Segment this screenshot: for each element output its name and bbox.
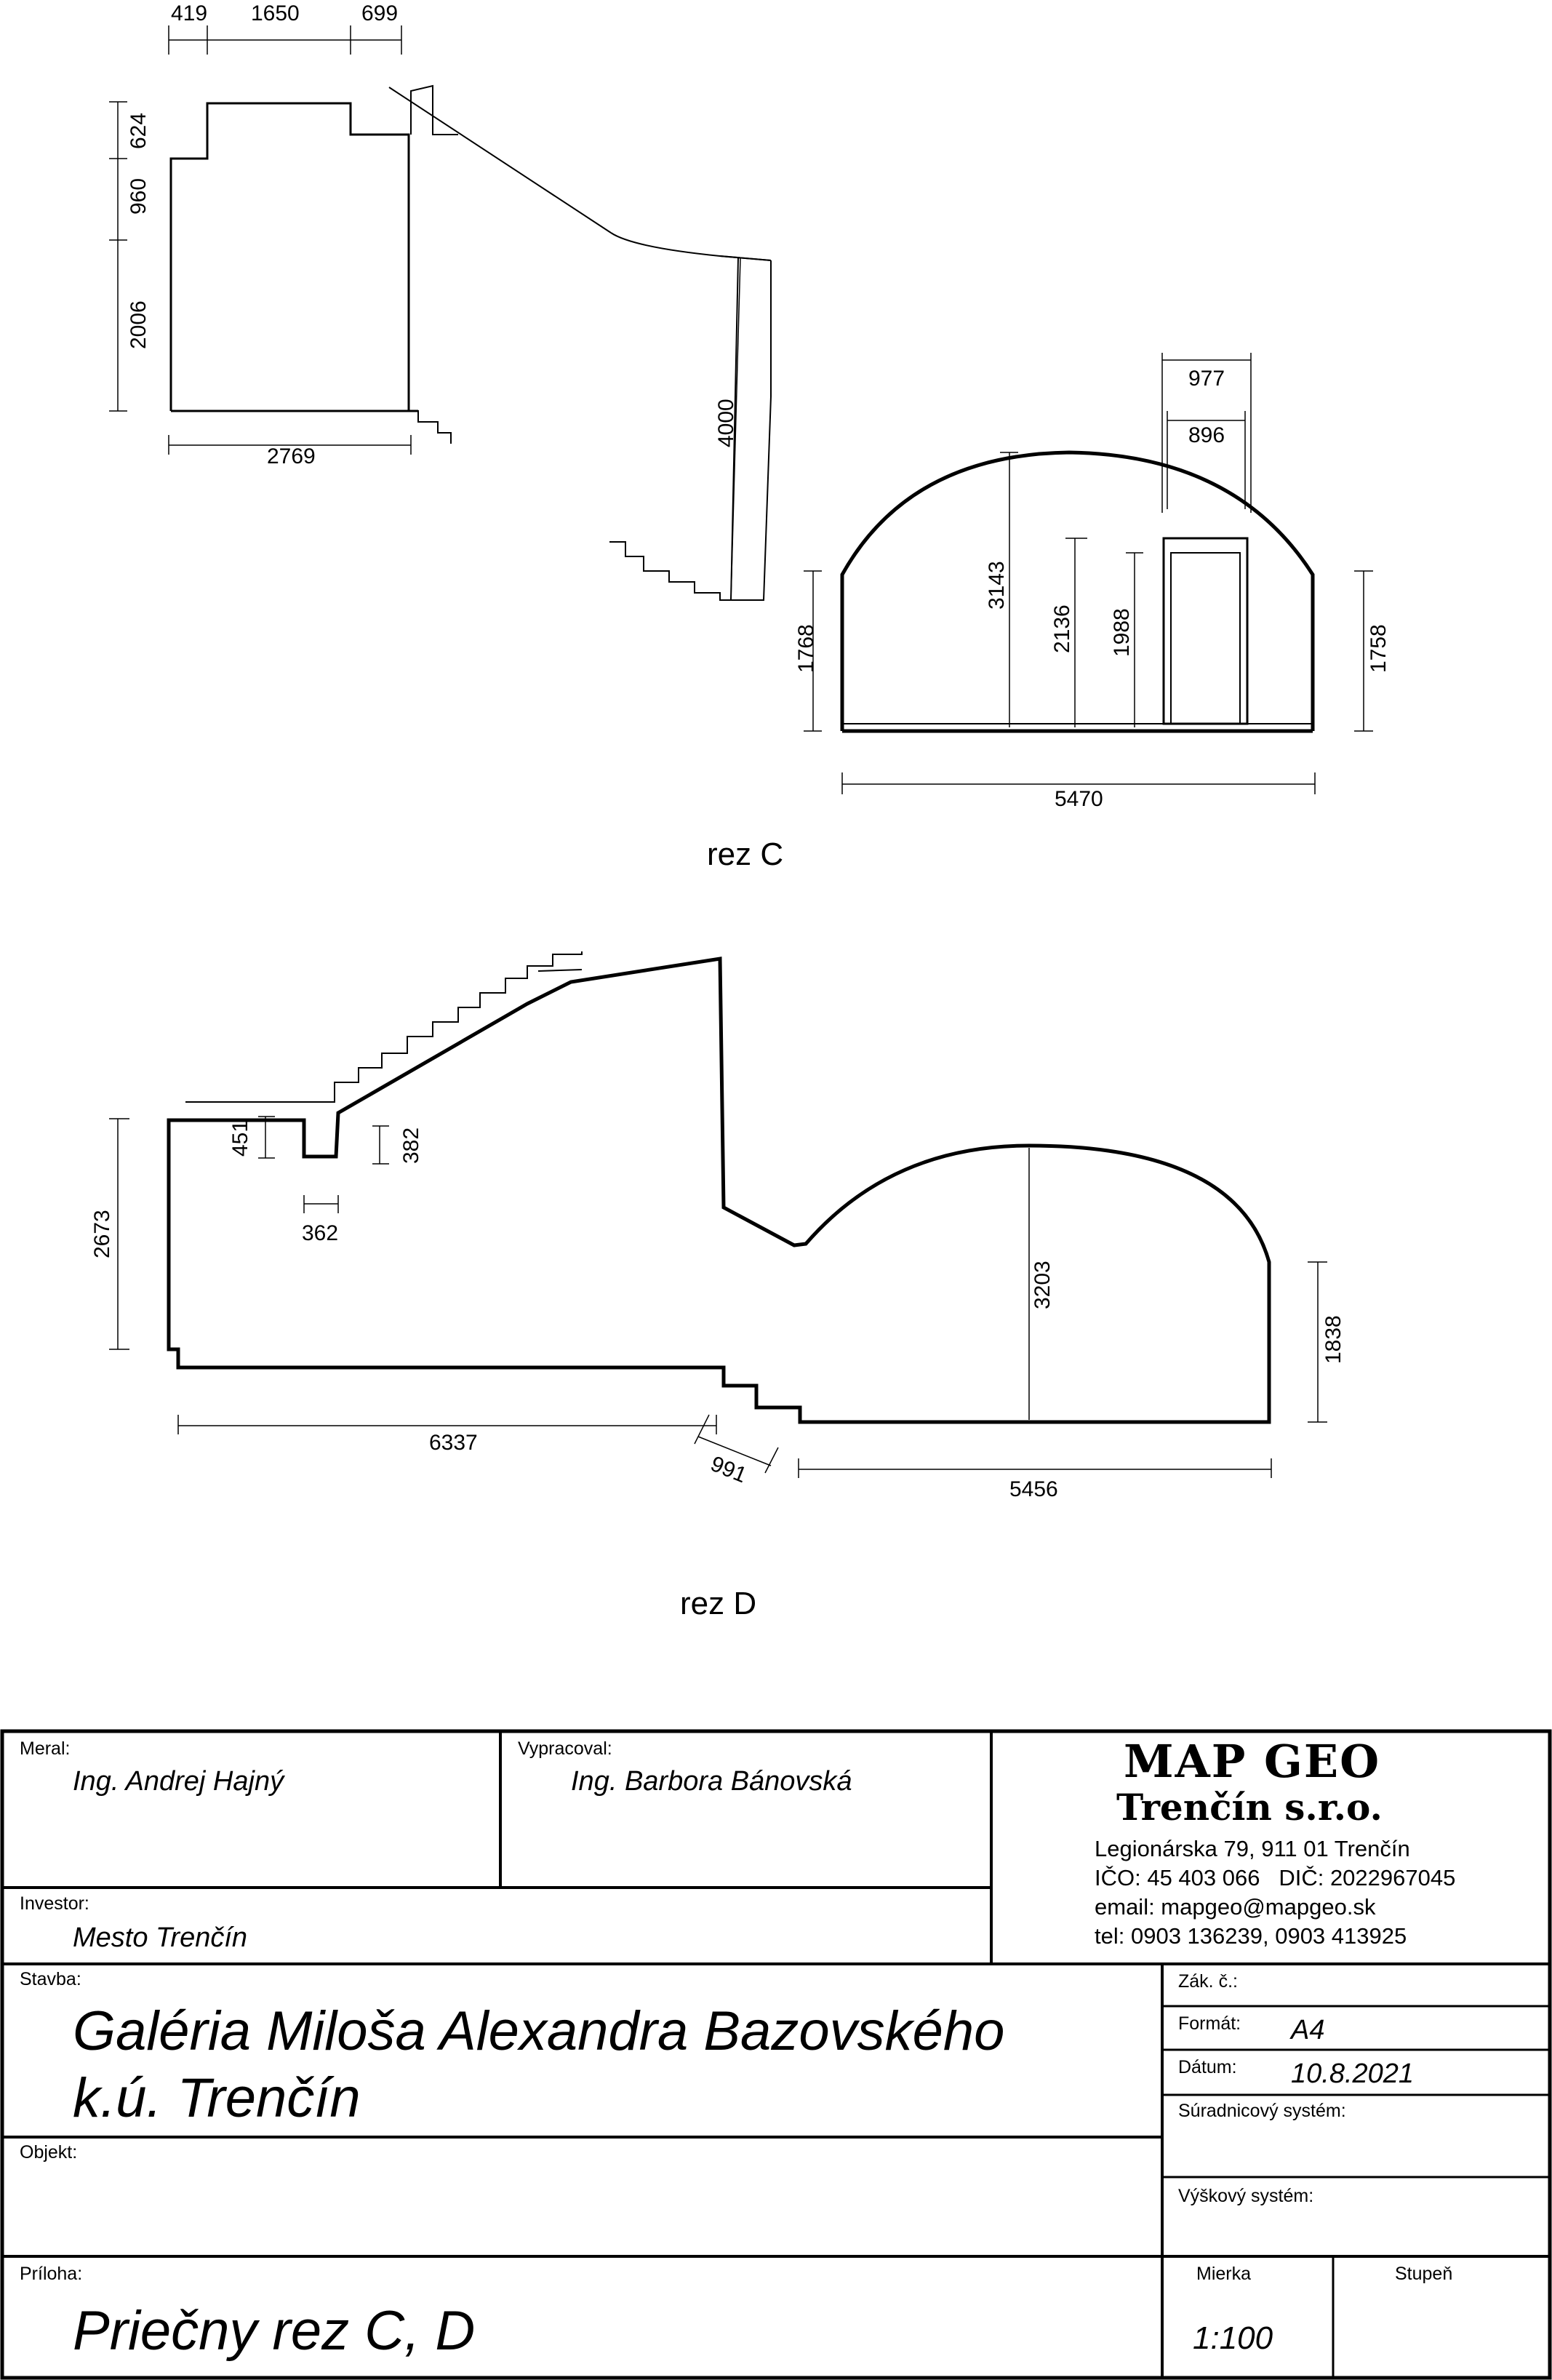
section-c-door-frame (1164, 538, 1247, 724)
dim-label-5470: 5470 (1055, 787, 1103, 811)
dim-label-6337: 6337 (429, 1431, 478, 1455)
vypracoval-label: Vypracoval: (518, 1738, 612, 1759)
stavba-line1: Galéria Miloša Alexandra Bazovského (73, 2000, 1005, 2062)
company-logo-line1: MAP GEO (1124, 1735, 1381, 1788)
section-c-wall-top-edge (720, 256, 771, 260)
section-c-terrain-curve (611, 233, 771, 260)
section-c-vault-outline (842, 452, 1313, 731)
dim-label-1768: 1768 (794, 624, 818, 673)
dim-label-991: 991 (707, 1451, 751, 1488)
dim-label-2673: 2673 (90, 1210, 114, 1258)
dim-label-977: 977 (1188, 367, 1225, 391)
meral-value: Ing. Andrej Hajný (73, 1766, 284, 1797)
company-address: Legionárska 79, 911 01 Trenčín (1095, 1836, 1410, 1861)
dim-label-2136: 2136 (1050, 604, 1074, 653)
company-phone: tel: 0903 136239, 0903 413925 (1095, 1923, 1407, 1949)
datum-value: 10.8.2021 (1291, 2058, 1415, 2089)
meral-label: Meral: (20, 1738, 71, 1759)
objekt-label: Objekt: (20, 2142, 78, 2163)
section-d-outline (169, 959, 1269, 1422)
section-d-upper-landing (538, 970, 582, 971)
zak-label: Zák. č.: (1178, 1971, 1238, 1992)
dim-label-382: 382 (399, 1127, 423, 1164)
section-c-caption: rez C (707, 836, 784, 872)
dim-label-1758: 1758 (1367, 624, 1391, 673)
dim-label-1838: 1838 (1321, 1315, 1345, 1364)
section-c-door (1171, 553, 1240, 724)
suradnicovy-label: Súradnicový systém: (1178, 2101, 1346, 2121)
dim-label-896: 896 (1188, 423, 1225, 447)
dim-label-3203: 3203 (1031, 1261, 1055, 1309)
dim-label-419: 419 (171, 1, 208, 25)
dim-label-624: 624 (127, 112, 151, 149)
dim-label-2006: 2006 (127, 300, 151, 349)
investor-label: Investor: (20, 1893, 89, 1914)
dim-label-3143: 3143 (985, 561, 1009, 610)
section-c-dimension-labels (127, 1, 1391, 811)
dim-label-1988: 1988 (1110, 608, 1134, 657)
investor-value: Mesto Trenčín (73, 1922, 248, 1953)
company-logo-line2: Trenčín s.r.o. (1116, 1786, 1383, 1829)
dim-label-960: 960 (127, 177, 151, 215)
section-c-drawing (109, 25, 1373, 794)
section-c-small-steps (409, 411, 451, 444)
dim-label-451: 451 (228, 1119, 252, 1157)
section-d-caption: rez D (680, 1586, 757, 1621)
stupen-label: Stupeň (1395, 2264, 1453, 2284)
section-c-slope-line (389, 87, 611, 233)
format-value: A4 (1291, 2015, 1325, 2045)
priloha-label: Príloha: (20, 2264, 83, 2284)
priloha-value: Priečny rez C, D (73, 2300, 476, 2362)
section-c-stairs (609, 542, 731, 600)
section-c-left-building-outline (171, 103, 409, 411)
dim-label-1650: 1650 (251, 1, 300, 25)
dim-label-4000: 4000 (714, 399, 738, 447)
section-d-drawing (109, 951, 1327, 1478)
stavba-line2: k.ú. Trenčín (73, 2067, 361, 2129)
vyskovy-label: Výškový systém: (1178, 2186, 1314, 2206)
dim-label-2769: 2769 (267, 444, 316, 468)
mierka-label: Mierka (1196, 2264, 1252, 2284)
datum-label: Dátum: (1178, 2057, 1237, 2077)
section-d-upper-stairs (185, 951, 582, 1102)
company-ids: IČO: 45 403 066 DIČ: 2022967045 (1095, 1865, 1456, 1890)
format-label: Formát: (1178, 2013, 1241, 2034)
dim-label-362: 362 (302, 1221, 339, 1245)
dim-label-699: 699 (361, 1, 399, 25)
mierka-value: 1:100 (1193, 2320, 1273, 2356)
dim-tick (765, 1447, 778, 1473)
stavba-label: Stavba: (20, 1969, 81, 1989)
company-email: email: mapgeo@mapgeo.sk (1095, 1894, 1376, 1920)
vypracoval-value: Ing. Barbora Bánovská (571, 1766, 852, 1797)
dim-label-5456: 5456 (1009, 1477, 1058, 1501)
